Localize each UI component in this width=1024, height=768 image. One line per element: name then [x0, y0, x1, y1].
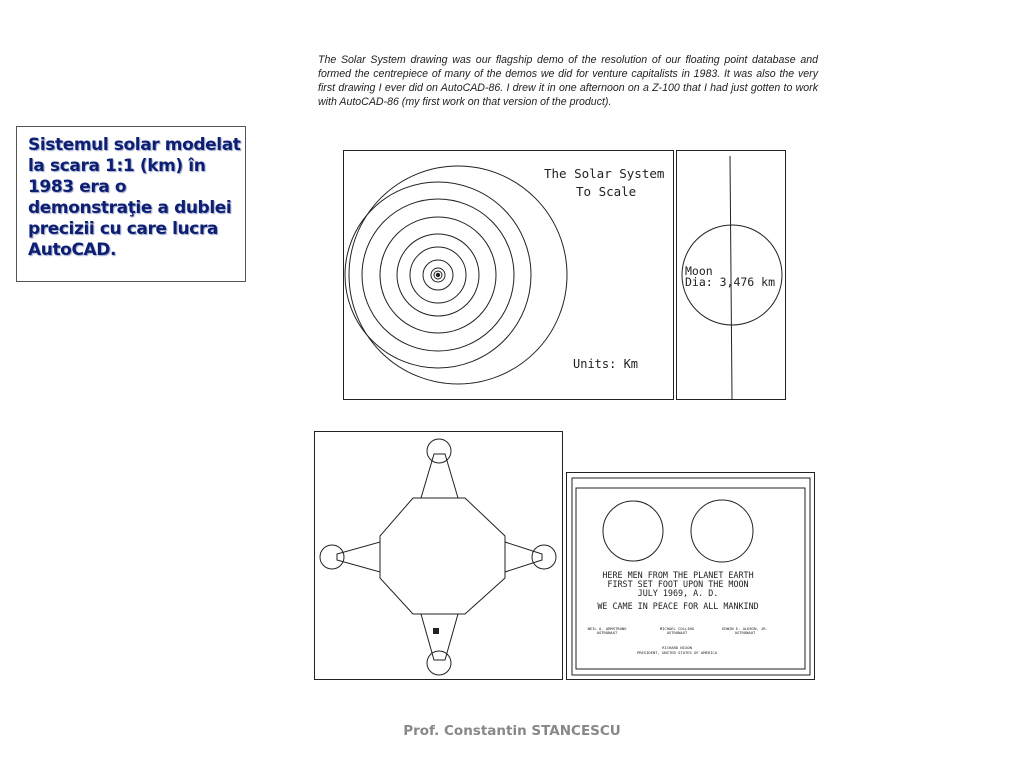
footpad-bottom — [427, 651, 451, 675]
solar-title-line2: To Scale — [576, 184, 637, 199]
moon-label: Moon — [685, 264, 713, 278]
leg-bottom — [421, 614, 458, 660]
footer-author: Prof. Constantin STANCESCU — [403, 723, 621, 739]
footpad-left — [320, 545, 344, 569]
plaque-drawing — [566, 472, 815, 680]
plaque-line1: HERE MEN FROM THE PLANET EARTH — [602, 570, 754, 580]
callout-box — [16, 126, 246, 282]
signature-armstrong-role: ASTRONAUT — [596, 630, 618, 635]
sun — [436, 273, 440, 277]
moon-diameter: Dia: 3,476 km — [685, 275, 776, 289]
footpad-right — [532, 545, 556, 569]
solar-system-svg — [344, 151, 675, 401]
signature-collins-role: ASTRONAUT — [666, 630, 688, 635]
solar-units-label: Units: Km — [573, 357, 639, 371]
moon-svg — [677, 151, 787, 401]
intro-paragraph: The Solar System drawing was our flagship demo of the resolution of our floating point database and formed the centrepiece of many of the demos we did for venture capitalists in 1983. It was also the very first drawing I ever did on AutoCAD-86. I drew it in one afternoon on a Z-100 that I had just gotten to work with AutoCAD-86 (my first work on that version of the product). — [318, 54, 818, 108]
hemisphere-east — [691, 500, 753, 562]
orbit-1 — [349, 166, 567, 384]
leg-top — [421, 454, 458, 498]
hemisphere-west — [603, 501, 663, 561]
moon-drawing — [676, 150, 786, 400]
signature-collins-name: MICHAEL COLLINS — [659, 626, 695, 631]
plaque-line4: WE CAME IN PEACE FOR ALL MANKIND — [597, 601, 759, 611]
plaque-svg — [567, 473, 816, 681]
signature-armstrong-name: NEIL A. ARMSTRONG — [587, 626, 627, 631]
leg-right — [505, 542, 542, 572]
plaque-line3: JULY 1969, A. D. — [637, 588, 719, 598]
callout-text: Sistemul solar modelat la scara 1:1 (km) în 1983 era o demonstraţie a dublei precizii cu care lucra AutoCAD. — [28, 135, 241, 260]
hatch-marker — [433, 628, 439, 634]
signature-aldrin-role: ASTRONAUT — [734, 630, 756, 635]
lunar-module-svg — [315, 432, 564, 681]
solar-system-drawing — [343, 150, 674, 400]
signature-aldrin-name: EDWIN E. ALDRIN, JR. — [722, 626, 768, 631]
footpad-top — [427, 439, 451, 463]
signature-nixon-role: PRESIDENT, UNITED STATES OF AMERICA — [636, 650, 718, 655]
plaque-line2: FIRST SET FOOT UPON THE MOON — [607, 579, 749, 589]
signature-nixon-name: RICHARD NIXON — [662, 645, 692, 650]
lunar-module-drawing — [314, 431, 563, 680]
solar-title-line1: The Solar System — [544, 166, 665, 181]
lander-body-octagon — [380, 498, 505, 614]
leg-left — [337, 542, 380, 572]
